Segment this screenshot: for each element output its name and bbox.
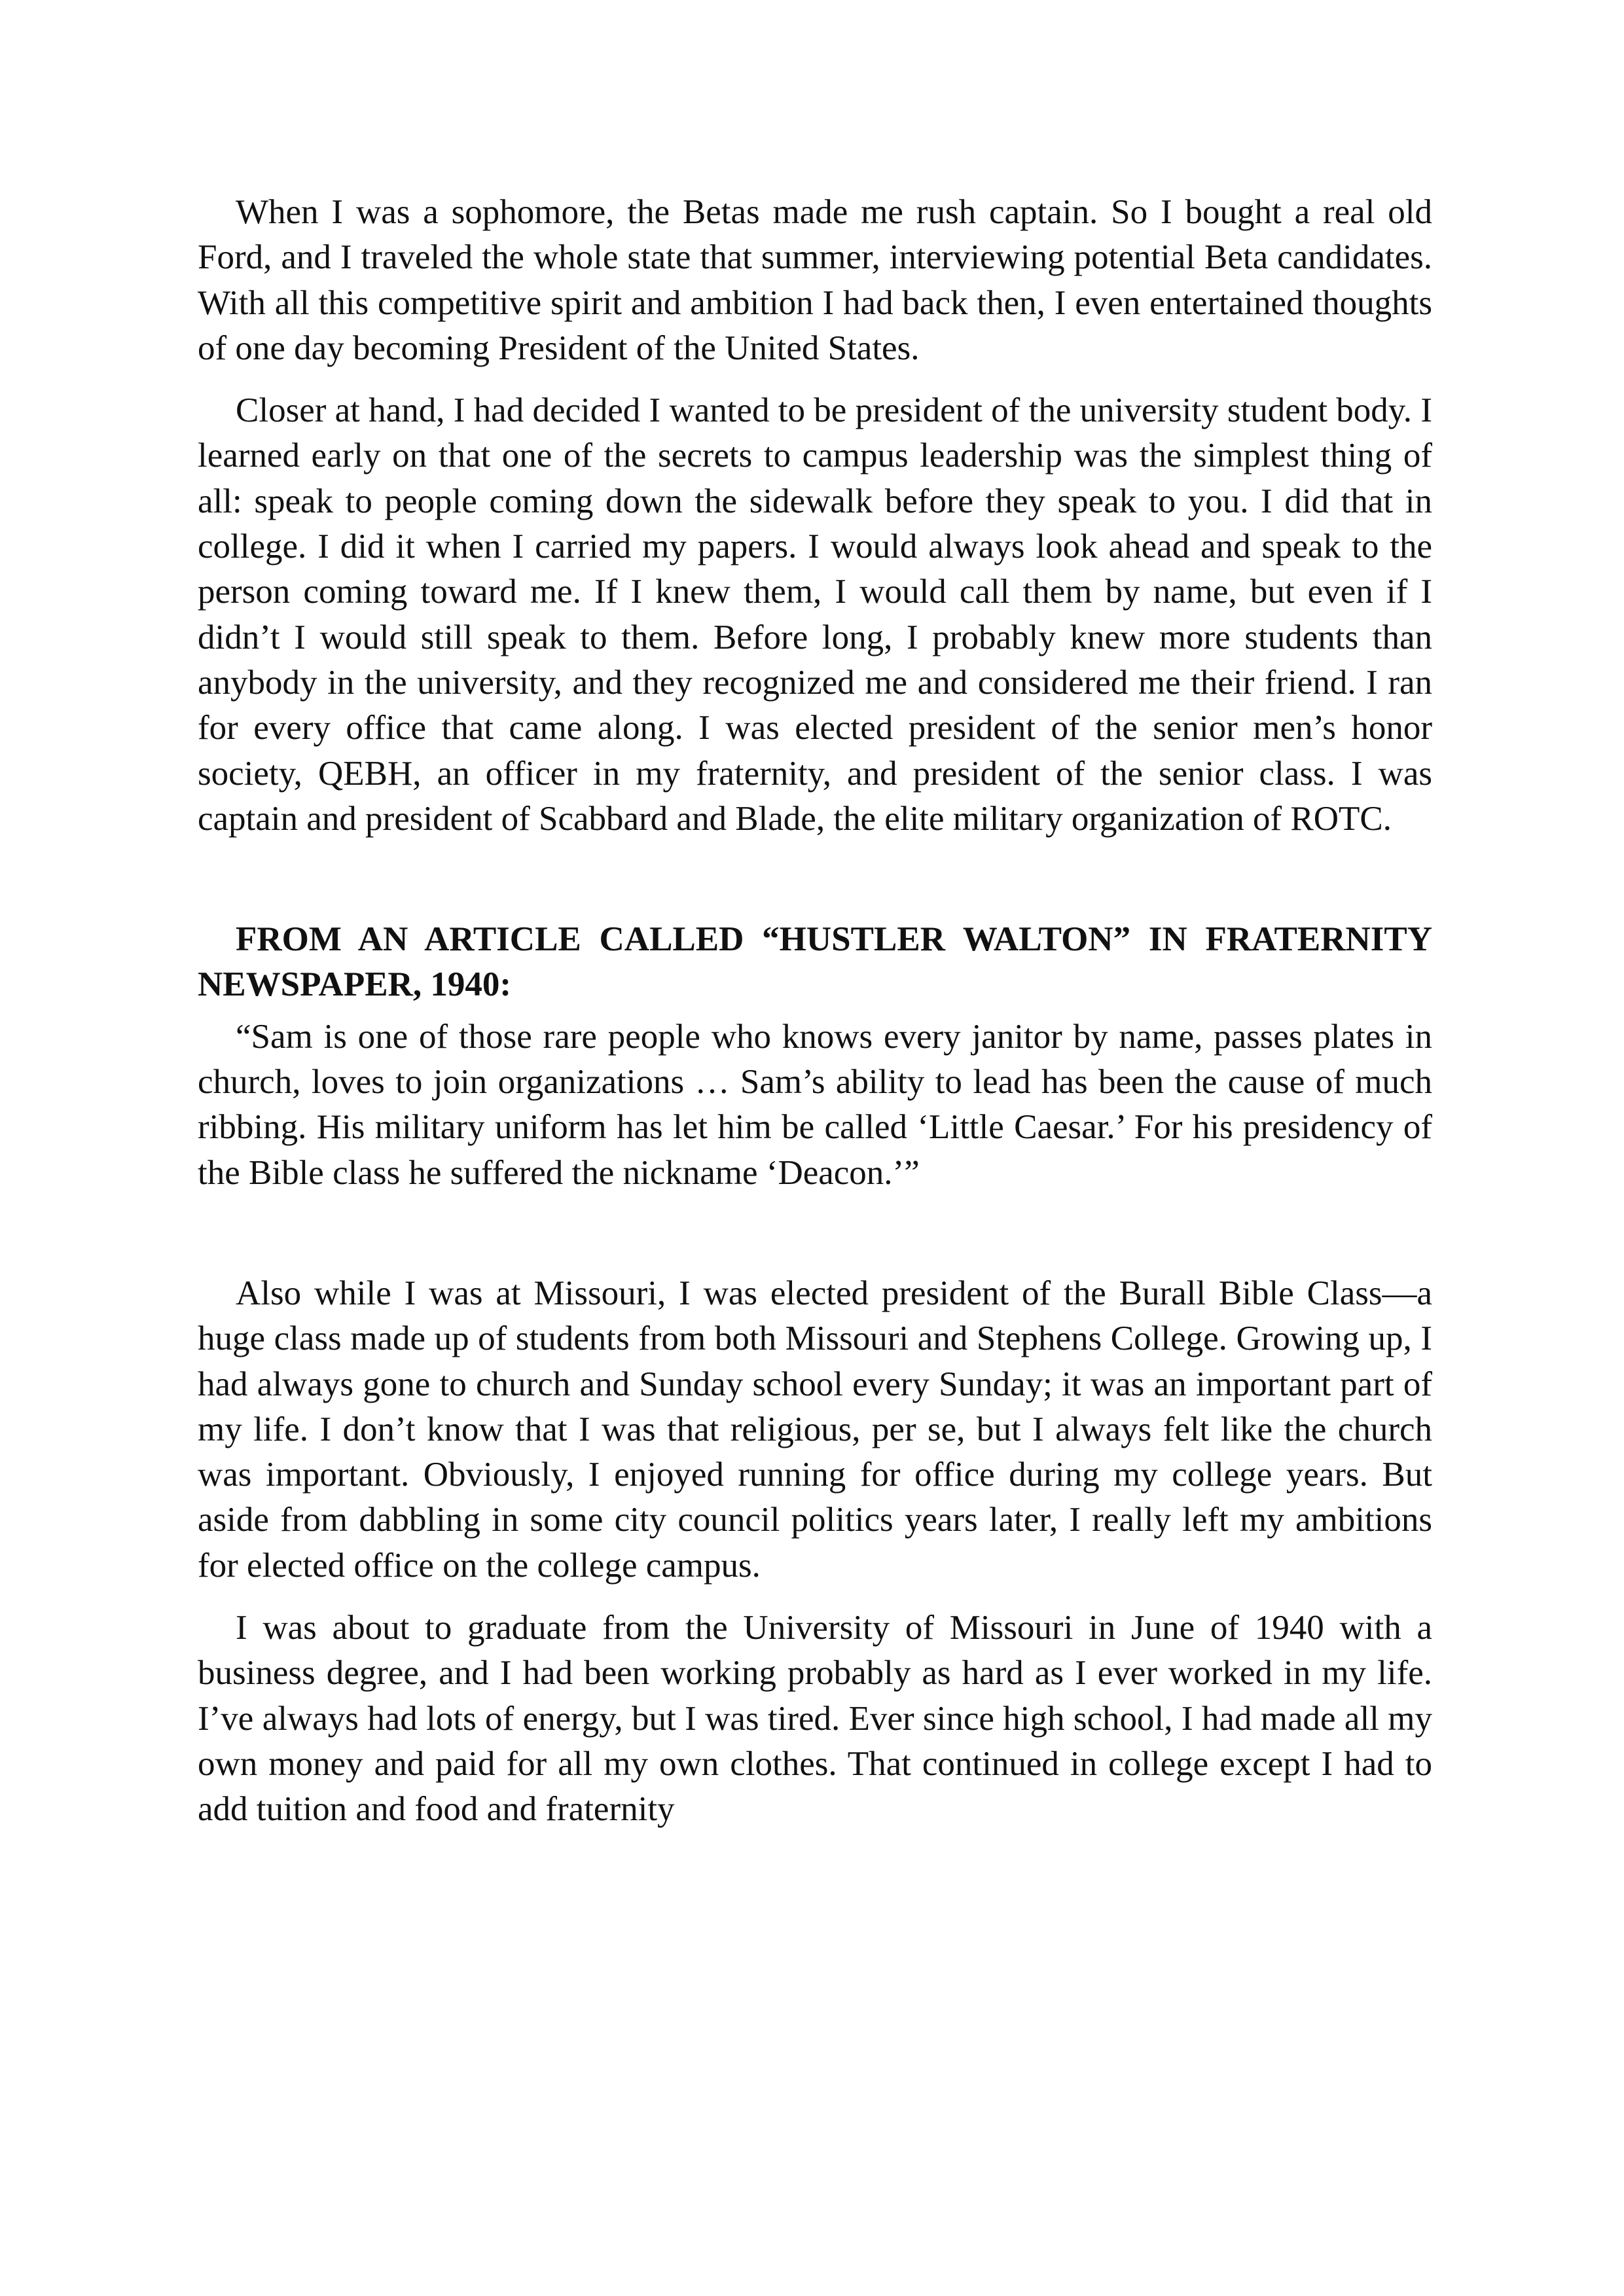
section-heading-article: FROM AN ARTICLE CALLED “HUSTLER WALTON” IN FRATERNITY NEWSPAPER, 1940: — [198, 920, 1432, 1004]
paragraph-bible-class: Also while I was at Missouri, I was elected president of the Burall Bible Class—a huge class made up of students from both Missouri and Stephens College. Growing up, I had always gone to church and Sunday school every Sunday; it was an important part of my life. I don’t know that I was that religious, per se, but I always felt like the church was important. Obviously, I enjoyed running for office during my college years. But aside from dabbling in some city council politics years later, I really left my ambitions for elected office on the college campus. — [198, 1274, 1432, 1585]
document-page — [198, 190, 1432, 1833]
paragraph-rush-captain: When I was a sophomore, the Betas made me rush captain. So I bought a real old Ford, and I traveled the whole state that summer, interviewing potential Beta candidates. With all this competitive spirit and ambition I had back then, I even entertained thoughts of one day becoming President of the United States. — [198, 193, 1432, 367]
paragraph-campus-leadership: Closer at hand, I had decided I wanted to be president of the university student body. I learned early on that one of the secrets to campus leadership was the simplest thing of all: speak to people coming down the sidewalk before they speak to you. I did that in college. I did it when I carried my papers. I would always look ahead and speak to the person coming toward me. If I knew them, I would call them by name, but even if I didn’t I would still speak to them. Before long, I probably knew more students than anybody in the university, and they recognized me and considered me their friend. I ran for every office that came along. I was elected president of the senior men’s honor society, QEBH, an officer in my fraternity, and president of the senior class. I was captain and president of Scabbard and Blade, the elite military organization of ROTC. — [198, 391, 1432, 838]
article-quote: “Sam is one of those rare people who knows every janitor by name, passes plates in church, loves to join organizations … Sam’s ability to lead has been the cause of much ribbing. His military uniform has let him be called ‘Little Caesar.’ For his presidency of the Bible class he suffered the nickname ‘Deacon.’” — [198, 1017, 1432, 1192]
paragraph-graduation: I was about to graduate from the University of Missouri in June of 1940 with a business degree, and I had been working probably as hard as I ever worked in my life. I’ve always had lots of energy, but I was tired. Ever since high school, I had made all my own money and paid for all my own clothes. That continued in college except I had to add tuition and food and fraternity — [198, 1609, 1432, 1829]
